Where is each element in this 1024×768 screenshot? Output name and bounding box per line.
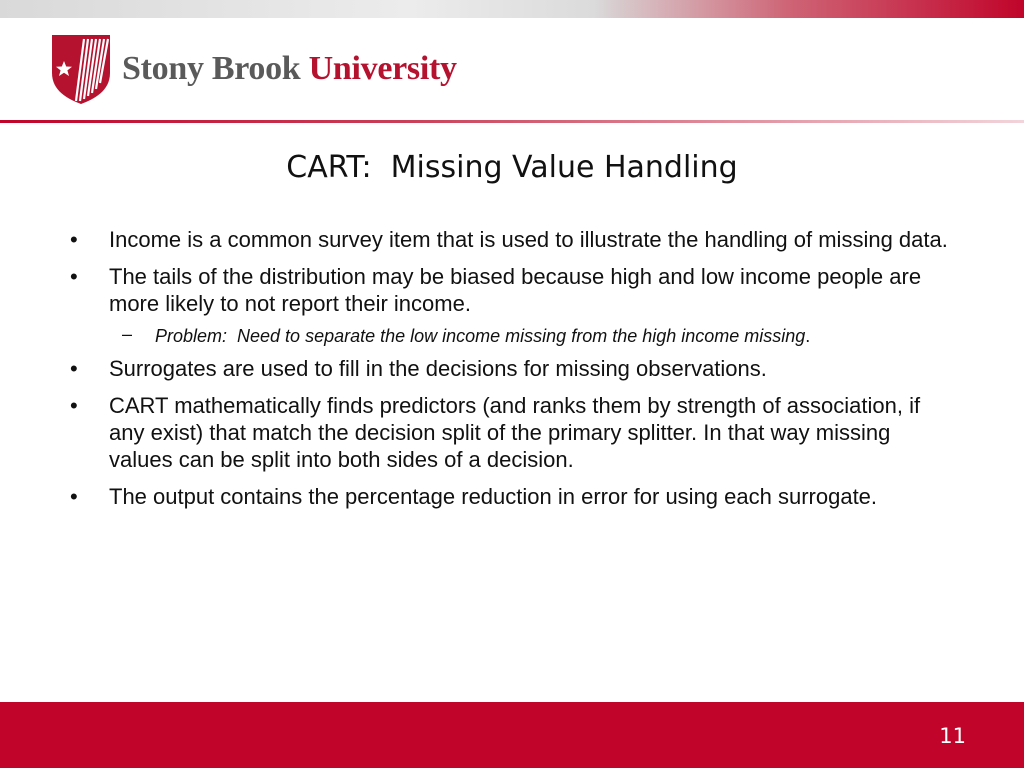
footer-bar [0, 702, 1024, 768]
logo-word-stony-brook: Stony Brook [122, 50, 301, 87]
page-number: 11 [939, 724, 966, 748]
slide-title: CART: Missing Value Handling [286, 150, 738, 185]
bullet-item [70, 226, 950, 253]
bullet-item [70, 355, 950, 382]
bullet-dot: • [70, 393, 78, 418]
header-divider [0, 120, 1024, 123]
bullet-text: The output contains the percentage reduction in error for using each surrogate. [109, 484, 878, 509]
bullet-dot: • [70, 484, 78, 509]
sub-bullet-list [122, 324, 950, 347]
bullet-text: Surrogates are used to fill in the decisions for missing observations. [109, 356, 767, 381]
bullet-text: CART mathematically finds predictors (and ranks them by strength of association, if any exist) that match the decision split of the primary splitter. In that way missing values can be split into both sides of a decision. [109, 393, 921, 472]
top-decorative-band-red [594, 0, 1024, 18]
bullet-text: Income is a common survey item that is used to illustrate the handling of missing data. [109, 227, 948, 252]
sub-bullet-trail: . [805, 326, 811, 346]
sub-bullet-text: Problem: Need to separate the low income missing from the high income missing [155, 326, 806, 346]
bullet-item [70, 263, 950, 317]
university-shield-icon [50, 33, 112, 105]
bullet-list [70, 226, 950, 520]
bullet-dot: • [70, 356, 78, 381]
sub-bullet-dash: – [122, 324, 133, 344]
logo-word-university: University [308, 50, 457, 87]
university-logo [50, 33, 490, 105]
sub-bullet-item [122, 324, 950, 347]
bullet-item [70, 392, 950, 473]
bullet-text: The tails of the distribution may be biased because high and low income people are more likely to not report their income. [109, 264, 922, 316]
bullet-dot: • [70, 264, 78, 289]
bullet-item [70, 483, 950, 510]
bullet-dot: • [70, 227, 78, 252]
sub-bullet-group [70, 325, 950, 347]
logo-wordmark [122, 49, 457, 89]
